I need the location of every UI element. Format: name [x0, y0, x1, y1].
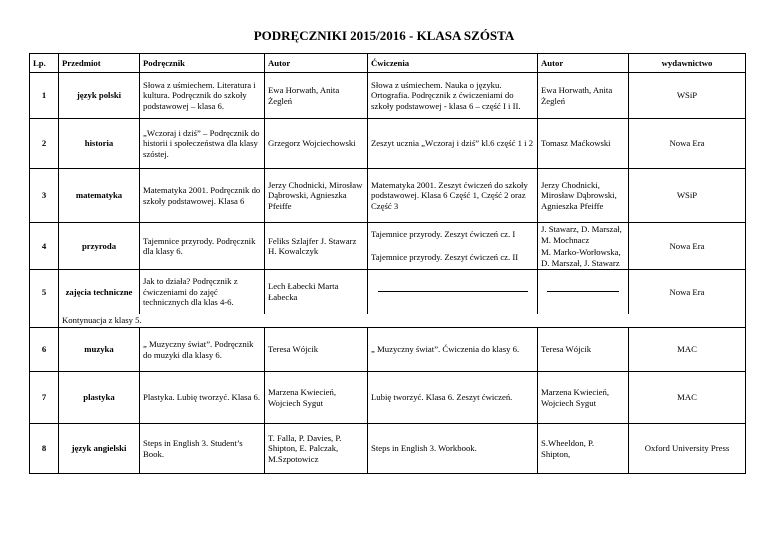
cell-przedmiot: historia: [59, 119, 140, 169]
cell-wydawnictwo: Oxford University Press: [629, 424, 746, 474]
header-autor-cwiczen: Autor: [538, 54, 629, 73]
cell-autor: T. Falla, P. Davies, P. Shipton, E. Palczak, M.Szpotowicz: [265, 424, 368, 474]
cell-przedmiot: matematyka: [59, 169, 140, 223]
cell-lp: 5: [30, 270, 59, 314]
cell-podrecznik: Jak to działa? Podręcznik z ćwiczeniami do zajęć technicznych dla klas 4-6.: [140, 270, 265, 314]
cell-autor-cwiczen: Ewa Horwath, Anita Żegleń: [538, 73, 629, 119]
cell-autor-cwiczen: J. Stawarz, D. Marszał, M. Mochnacz: [538, 223, 629, 247]
table-row: [30, 119, 746, 169]
cell-autor: Jerzy Chodnicki, Mirosław Dąbrowski, Agnieszka Pfeiffe: [265, 169, 368, 223]
cell-autor-cwiczen: Tomasz Maćkowski: [538, 119, 629, 169]
cell-przedmiot: plastyka: [59, 372, 140, 424]
header-cwiczenia: Ćwiczenia: [368, 54, 538, 73]
cell-wydawnictwo: WSiP: [629, 73, 746, 119]
cell-cwiczenia: Steps in English 3. Workbook.: [368, 424, 538, 474]
table-row: [30, 424, 746, 474]
cell-przedmiot: język polski: [59, 73, 140, 119]
cell-podrecznik: Matematyka 2001. Podręcznik do szkoły podstawowej. Klasa 6: [140, 169, 265, 223]
cell-podrecznik: „ Muzyczny świat”. Podręcznik do muzyki dla klasy 6.: [140, 328, 265, 372]
cell-autor: Grzegorz Wojciechowski: [265, 119, 368, 169]
cell-cwiczenia: Tajemnice przyrody. Zeszyt ćwiczeń cz. I: [368, 223, 538, 247]
cell-lp: 7: [30, 372, 59, 424]
header-wydawnictwo: wydawnictwo: [629, 54, 746, 73]
cell-lp: 4: [30, 223, 59, 270]
cell-podrecznik: Tajemnice przyrody. Podręcznik dla klasy 6.: [140, 223, 265, 270]
table-row: [30, 223, 746, 247]
cell-wydawnictwo: WSiP: [629, 169, 746, 223]
cell-autor-cwiczen: Jerzy Chodnicki, Mirosław Dąbrowski, Agnieszka Pfeiffe: [538, 169, 629, 223]
cell-autor: Marzena Kwiecień, Wojciech Sygut: [265, 372, 368, 424]
header-autor: Autor: [265, 54, 368, 73]
cell-lp: 6: [30, 328, 59, 372]
cell-wydawnictwo: MAC: [629, 372, 746, 424]
header-przedmiot: Przedmiot: [59, 54, 140, 73]
table-row: [30, 73, 746, 119]
blank-line: [547, 291, 619, 292]
cell-cwiczenia-empty: [368, 270, 538, 314]
cell-cwiczenia: Słowa z uśmiechem. Nauka o języku. Ortografia. Podręcznik z ćwiczeniami do szkoły podstawowej - klasa 6 – część I i II.: [368, 73, 538, 119]
cell-lp: 8: [30, 424, 59, 474]
cell-lp: 3: [30, 169, 59, 223]
header-row: [30, 54, 746, 73]
cell-autor-cwiczen: S.Wheeldon, P. Shipton,: [538, 424, 629, 474]
note-row: [30, 314, 746, 328]
cell-autor-cwiczen: M. Marko-Worłowska, D. Marszał, J. Stawarz: [538, 246, 629, 270]
cell-cwiczenia: Zeszyt ucznia „Wczoraj i dziś” kl.6 część 1 i 2: [368, 119, 538, 169]
table-row: [30, 169, 746, 223]
cell-lp: 1: [30, 73, 59, 119]
table-row: [30, 270, 746, 314]
table-row: [30, 372, 746, 424]
textbook-table: [29, 53, 746, 474]
header-lp: Lp.: [30, 54, 59, 73]
table-row: [30, 328, 746, 372]
cell-przedmiot: zajęcia techniczne: [59, 270, 140, 314]
cell-wydawnictwo: Nowa Era: [629, 270, 746, 314]
header-podrecznik: Podręcznik: [140, 54, 265, 73]
cell-autor: Feliks Szlajfer J. Stawarz H. Kowalczyk: [265, 223, 368, 270]
cell-note: Kontynuacja z klasy 5.: [59, 314, 746, 328]
cell-lp: 2: [30, 119, 59, 169]
cell-autor: Ewa Horwath, Anita Żegleń: [265, 73, 368, 119]
cell-cwiczenia: Lubię tworzyć. Klasa 6. Zeszyt ćwiczeń.: [368, 372, 538, 424]
cell-autor-cwiczen: Marzena Kwiecień, Wojciech Sygut: [538, 372, 629, 424]
cell-podrecznik: Słowa z uśmiechem. Literatura i kultura. Podręcznik do szkoły podstawowej – klasa 6.: [140, 73, 265, 119]
cell-autor-cwiczen-empty: [538, 270, 629, 314]
cell-przedmiot: przyroda: [59, 223, 140, 270]
cell-podrecznik: Steps in English 3. Student’s Book.: [140, 424, 265, 474]
cell-cwiczenia: „ Muzyczny świat”. Ćwiczenia do klasy 6.: [368, 328, 538, 372]
blank-line: [378, 291, 528, 292]
cell-podrecznik: Plastyka. Lubię tworzyć. Klasa 6.: [140, 372, 265, 424]
cell-autor-cwiczen: Teresa Wójcik: [538, 328, 629, 372]
cell-podrecznik: „Wczoraj i dziś” – Podręcznik do historii i społeczeństwa dla klasy szóstej.: [140, 119, 265, 169]
cell-przedmiot: muzyka: [59, 328, 140, 372]
cell-wydawnictwo: MAC: [629, 328, 746, 372]
cell-wydawnictwo: Nowa Era: [629, 223, 746, 270]
cell-cwiczenia: Matematyka 2001. Zeszyt ćwiczeń do szkoły podstawowej. Klasa 6 Część 1, Część 2 oraz Część 3: [368, 169, 538, 223]
cell-przedmiot: język angielski: [59, 424, 140, 474]
cell-cwiczenia: Tajemnice przyrody. Zeszyt ćwiczeń cz. II: [368, 246, 538, 270]
cell-autor: Teresa Wójcik: [265, 328, 368, 372]
cell-autor: Lech Łabecki Marta Łabecka: [265, 270, 368, 314]
cell-wydawnictwo: Nowa Era: [629, 119, 746, 169]
page-title: PODRĘCZNIKI 2015/2016 - KLASA SZÓSTA: [253, 28, 515, 43]
